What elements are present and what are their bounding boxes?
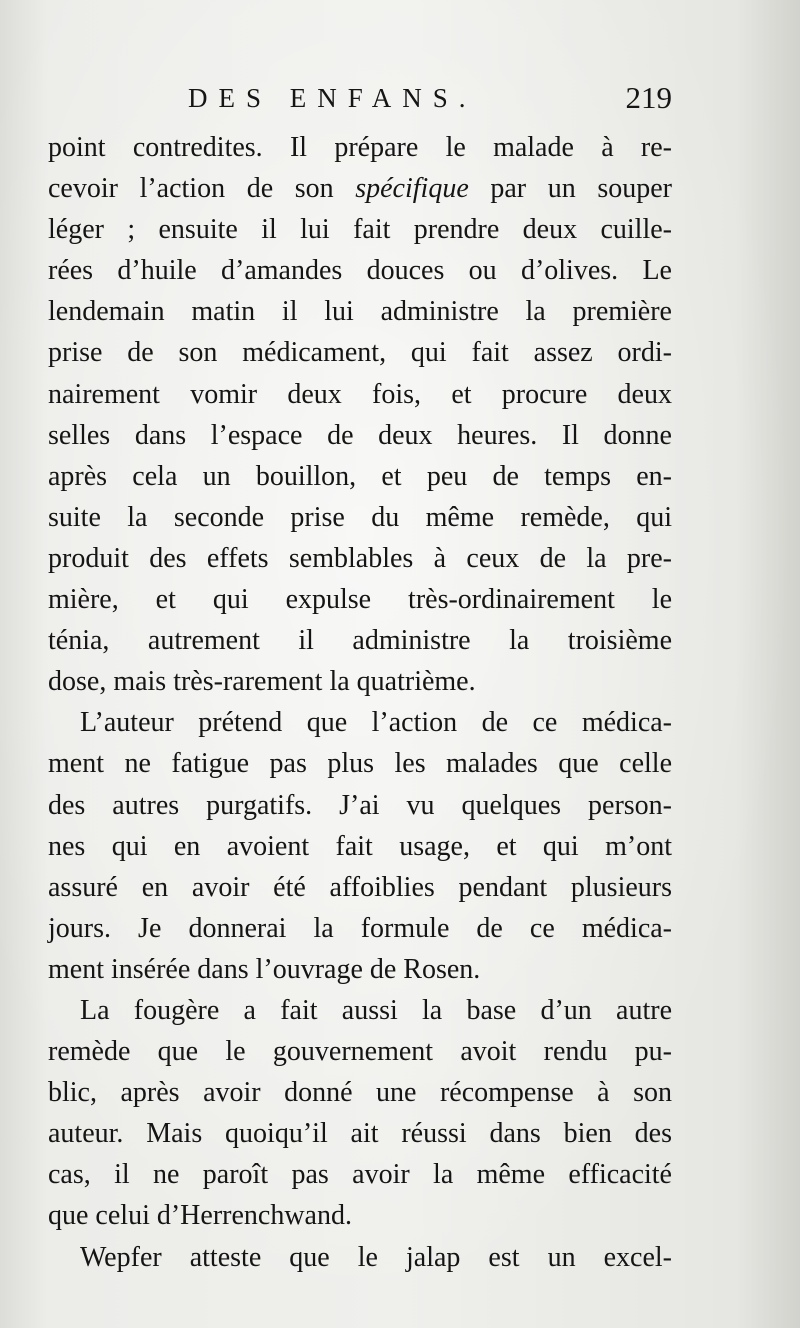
text-line: auteur. Mais quoiqu’il ait réussi dans bien des: [48, 1118, 672, 1150]
text-line: ment insérée dans l’ouvrage de Rosen.: [48, 953, 481, 985]
text-line: produit des effets semblables à ceux de la pre-: [48, 542, 672, 574]
text-line: lendemain matin il lui administre la première: [48, 296, 672, 328]
paragraph-first-line: La fougère a fait aussi la base d’un autre: [80, 994, 672, 1026]
text-line: cas, il ne paroît pas avoir la même efficacité: [48, 1159, 672, 1191]
italic-term: spécifique: [355, 173, 469, 205]
text-line: blic, après avoir donné une récompense à son: [48, 1077, 672, 1109]
paragraph-first-line: Wepfer atteste que le jalap est un excel-: [80, 1241, 672, 1273]
running-title: DES ENFANS.: [188, 83, 477, 113]
text-line: suite la seconde prise du même remède, qui: [48, 501, 672, 533]
text-segment: par un souper: [468, 173, 672, 205]
text-line: ment ne fatigue pas plus les malades que celle: [48, 748, 672, 780]
body-text: [48, 127, 672, 1278]
text-line: que celui d’Herrenchwand.: [48, 1200, 352, 1232]
text-line: léger ; ensuite il lui fait prendre deux cuille-: [48, 214, 672, 246]
text-line: selles dans l’espace de deux heures. Il donne: [48, 419, 672, 451]
text-line: [48, 168, 672, 209]
text-line: après cela un bouillon, et peu de temps en-: [48, 460, 672, 492]
text-line: nes qui en avoient fait usage, et qui m’ont: [48, 830, 672, 862]
page-number: 219: [625, 80, 672, 115]
text-line: remède que le gouvernement avoit rendu pu-: [48, 1036, 672, 1068]
text-line: nairement vomir deux fois, et procure deux: [48, 378, 672, 410]
text-line: des autres purgatifs. J’ai vu quelques person-: [48, 789, 672, 821]
paragraph-first-line: L’auteur prétend que l’action de ce médica-: [80, 707, 672, 739]
text-line: rées d’huile d’amandes douces ou d’olives. Le: [48, 255, 672, 287]
text-line: mière, et qui expulse très-ordinairement le: [48, 584, 672, 616]
text-line: jours. Je donnerai la formule de ce médica-: [48, 912, 672, 944]
text-line: ténia, autrement il administre la troisième: [48, 625, 672, 657]
text-segment: cevoir l’action de son: [48, 173, 356, 205]
running-head: [48, 78, 672, 118]
text-line: prise de son médicament, qui fait assez ordi-: [48, 337, 672, 369]
text-line: assuré en avoir été affoiblies pendant plusieurs: [48, 871, 672, 903]
text-line: dose, mais très-rarement la quatrième.: [48, 666, 476, 698]
text-line: point contredites. Il prépare le malade à re-: [48, 132, 672, 163]
